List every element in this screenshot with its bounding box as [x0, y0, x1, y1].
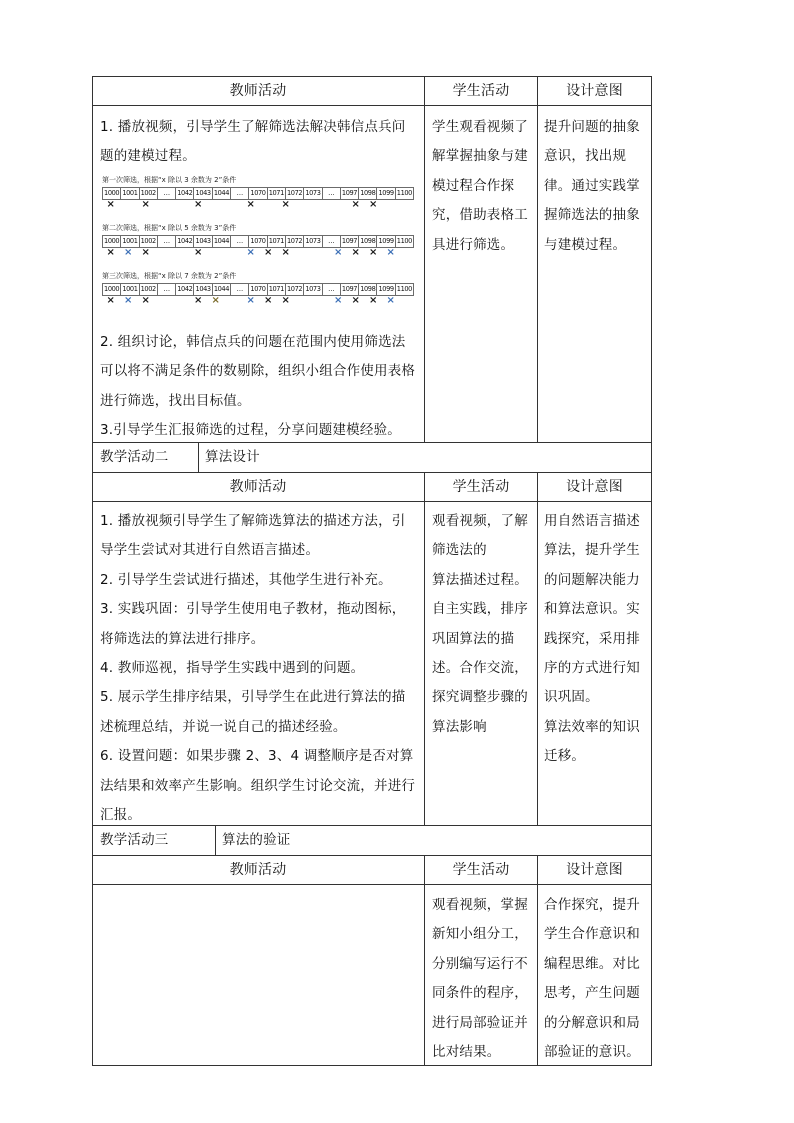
number-cell: 1000 — [102, 283, 120, 296]
number-cell: 1100 — [395, 283, 414, 296]
cross-mark-icon: × — [351, 295, 360, 306]
lesson-table — [92, 76, 652, 1066]
ellipsis-cell: … — [322, 283, 340, 296]
number-cell: 1002 — [139, 283, 157, 296]
design-intent-3: 合作探究，提升学生合作意识和编程思维。对比思考，产生问题的分解意识和局部验证的意识。 — [544, 897, 640, 1061]
number-cell: 1071 — [267, 283, 285, 296]
section-title-3: 算法的验证 — [222, 832, 291, 848]
number-cell: 1073 — [303, 235, 321, 248]
teacher-step-2: 2. 组织讨论，韩信点兵的问题在范围内使用筛选法可以将不满足条件的数剔除，组织小组合作使用表格进行筛选，找出目标值。 — [100, 334, 416, 409]
cross-mark-icon: × — [246, 199, 255, 210]
number-cell: 1044 — [212, 235, 230, 248]
number-cell: 1072 — [285, 187, 303, 200]
teacher-step-1: 1. 播放视频，引导学生了解筛选法解决韩信点兵问题的建模过程。 — [100, 119, 406, 165]
number-cell: 1071 — [267, 235, 285, 248]
ellipsis-cell: … — [322, 235, 340, 248]
ellipsis-cell: … — [157, 235, 175, 248]
sieve-round-3 — [102, 272, 414, 307]
teacher-step: 2. 引导学生尝试进行描述，其他学生进行补充。 — [100, 571, 392, 588]
section-title-2: 算法设计 — [205, 449, 260, 465]
header-student-activity: 学生活动 — [452, 83, 510, 99]
cross-mark-icon: × — [141, 199, 150, 210]
empty-mark — [312, 200, 330, 211]
cross-mark-icon: × — [334, 295, 343, 306]
number-cell: 1097 — [340, 235, 358, 248]
number-cell: 1072 — [285, 283, 303, 296]
teacher-activity-1 — [100, 113, 418, 172]
empty-mark — [207, 200, 225, 211]
header-design-intent: 设计意图 — [566, 479, 623, 495]
cross-mark-icon: × — [246, 247, 255, 258]
sieve-round-title: 第三次筛选，根据“x 除以 7 余数为 2”条件 — [102, 272, 237, 280]
number-cell: 1097 — [340, 283, 358, 296]
cross-mark-icon: × — [106, 295, 115, 306]
mark-row — [102, 200, 414, 211]
cross-mark-icon: × — [246, 295, 255, 306]
empty-mark — [295, 248, 313, 259]
cross-mark-icon: × — [281, 295, 290, 306]
sieve-figure — [102, 176, 414, 307]
number-cell: 1070 — [248, 187, 266, 200]
student-text: 算法描述过程。自主实践，排序巩固算法的描述。合作交流，探究调整步骤的算法影响 — [432, 571, 528, 735]
header-teacher-activity: 教师活动 — [229, 83, 287, 99]
number-cell: 1098 — [358, 187, 376, 200]
empty-mark — [172, 200, 190, 211]
number-cell: 1044 — [212, 187, 230, 200]
empty-mark — [260, 200, 278, 211]
empty-mark — [172, 248, 190, 259]
cross-mark-icon: × — [194, 199, 203, 210]
cross-mark-icon: × — [369, 295, 378, 306]
number-cell: 1099 — [376, 235, 394, 248]
teacher-step: 1. 播放视频引导学生了解筛选算法的描述方法，引导学生尝试对其进行自然语言描述。 — [100, 513, 406, 559]
empty-mark — [295, 296, 313, 307]
student-activity-3: 观看视频，掌握新知小组分工，分别编写运行不同条件的程序，进行局部验证并比对结果。 — [432, 897, 528, 1061]
ellipsis-cell: … — [157, 187, 175, 200]
number-cell: 1043 — [193, 283, 211, 296]
number-cell: 1098 — [358, 235, 376, 248]
number-cell: 1042 — [175, 235, 193, 248]
number-cell: 1043 — [193, 187, 211, 200]
empty-mark — [312, 248, 330, 259]
number-cell: 1070 — [248, 235, 266, 248]
sieve-round-title: 第一次筛选，根据“x 除以 3 余数为 2”条件 — [102, 176, 237, 184]
section-label-2: 教学活动二 — [100, 449, 169, 465]
cross-mark-icon: × — [351, 199, 360, 210]
number-cell: 1002 — [139, 235, 157, 248]
ellipsis-cell: … — [230, 187, 248, 200]
header-design-intent: 设计意图 — [566, 83, 623, 99]
cross-mark-icon: × — [351, 247, 360, 258]
ellipsis-cell: … — [322, 187, 340, 200]
empty-mark — [172, 296, 190, 307]
ellipsis-cell: … — [157, 283, 175, 296]
design-text: 算法效率的知识迁移。 — [544, 718, 640, 765]
number-cell: 1043 — [193, 235, 211, 248]
empty-mark — [225, 200, 243, 211]
design-text: 用自然语言描述算法，提升学生的问题解决能力和算法意识。实践探究，采用排序的方式进行知识巩固。 — [544, 513, 640, 706]
number-cell: 1071 — [267, 187, 285, 200]
number-cell: 1097 — [340, 187, 358, 200]
empty-mark — [155, 248, 173, 259]
empty-mark — [225, 248, 243, 259]
student-activity-2 — [432, 507, 532, 742]
number-cell: 1099 — [376, 283, 394, 296]
number-cell: 1100 — [395, 235, 414, 248]
teacher-step: 5. 展示学生排序结果，引导学生在此进行算法的描述梳理总结，并说一说自己的描述经验。 — [100, 689, 406, 735]
number-cell: 1070 — [248, 283, 266, 296]
empty-mark — [382, 200, 400, 211]
teacher-step: 3. 实践巩固：引导学生使用电子教材，拖动图标，将筛选法的算法进行排序。 — [100, 601, 406, 647]
empty-mark — [225, 296, 243, 307]
number-cell: 1042 — [175, 283, 193, 296]
number-cell: 1042 — [175, 187, 193, 200]
number-cell: 1001 — [120, 187, 138, 200]
number-cell: 1044 — [212, 283, 230, 296]
number-cell: 1002 — [139, 187, 157, 200]
sieve-round-2 — [102, 224, 414, 259]
cross-mark-icon: × — [264, 247, 273, 258]
cross-mark-icon: × — [194, 247, 203, 258]
teacher-step: 6. 设置问题：如果步骤 2、3、4 调整顺序是否对算法结果和效率产生影响。组织学生讨论交流，并进行汇报。 — [100, 748, 416, 824]
number-cell: 1001 — [120, 283, 138, 296]
cross-mark-icon: × — [369, 199, 378, 210]
cross-mark-icon: × — [334, 247, 343, 258]
sieve-round-1 — [102, 176, 414, 211]
number-cell: 1000 — [102, 187, 120, 200]
teacher-step: 4. 教师巡视，指导学生实践中遇到的问题。 — [100, 660, 365, 677]
empty-mark — [295, 200, 313, 211]
section-label-3: 教学活动三 — [100, 832, 169, 848]
header-student-activity: 学生活动 — [452, 479, 510, 495]
cross-mark-icon: × — [281, 247, 290, 258]
cross-mark-icon: × — [281, 199, 290, 210]
design-intent-2 — [544, 507, 648, 772]
header-teacher-activity: 教师活动 — [229, 479, 287, 495]
empty-mark — [207, 248, 225, 259]
cross-mark-icon: × — [386, 295, 395, 306]
sieve-round-title: 第二次筛选，根据“x 除以 5 余数为 3”条件 — [102, 224, 237, 232]
ellipsis-cell: … — [230, 235, 248, 248]
empty-mark — [312, 296, 330, 307]
header-student-activity: 学生活动 — [452, 862, 510, 878]
cross-mark-icon: × — [264, 295, 273, 306]
cross-mark-icon: × — [106, 247, 115, 258]
number-cell: 1100 — [395, 187, 414, 200]
number-cell: 1098 — [358, 283, 376, 296]
mark-row — [102, 248, 414, 259]
cross-mark-icon: × — [124, 295, 133, 306]
teacher-activity-2 — [100, 328, 418, 446]
number-cell: 1072 — [285, 235, 303, 248]
number-cell: 1073 — [303, 283, 321, 296]
empty-mark — [155, 296, 173, 307]
cross-mark-icon: × — [386, 247, 395, 258]
header-teacher-activity: 教师活动 — [229, 862, 287, 878]
cross-mark-icon: × — [194, 295, 203, 306]
student-text: 观看视频，了解筛选法的 — [432, 513, 528, 559]
ellipsis-cell: … — [230, 283, 248, 296]
empty-mark — [330, 200, 348, 211]
teacher-activity-steps — [100, 507, 418, 830]
number-cell: 1001 — [120, 235, 138, 248]
cross-mark-icon: × — [106, 199, 115, 210]
cross-mark-icon: × — [141, 247, 150, 258]
teacher-step-3: 3.引导学生汇报筛选的过程，分享问题建模经验。 — [100, 422, 401, 439]
number-cell: 1073 — [303, 187, 321, 200]
cross-mark-icon: × — [211, 295, 220, 306]
design-intent-1: 提升问题的抽象意识，找出规律。通过实践掌握筛选法的抽象与建模过程。 — [544, 119, 640, 253]
mark-row — [102, 296, 414, 307]
number-cell: 1099 — [376, 187, 394, 200]
cross-mark-icon: × — [124, 247, 133, 258]
cross-mark-icon: × — [369, 247, 378, 258]
student-activity-1: 学生观看视频了解掌握抽象与建模过程合作探究，借助表格工具进行筛选。 — [432, 119, 528, 253]
number-cell: 1000 — [102, 235, 120, 248]
header-design-intent: 设计意图 — [566, 862, 623, 878]
empty-mark — [120, 200, 138, 211]
cross-mark-icon: × — [141, 295, 150, 306]
empty-mark — [155, 200, 173, 211]
